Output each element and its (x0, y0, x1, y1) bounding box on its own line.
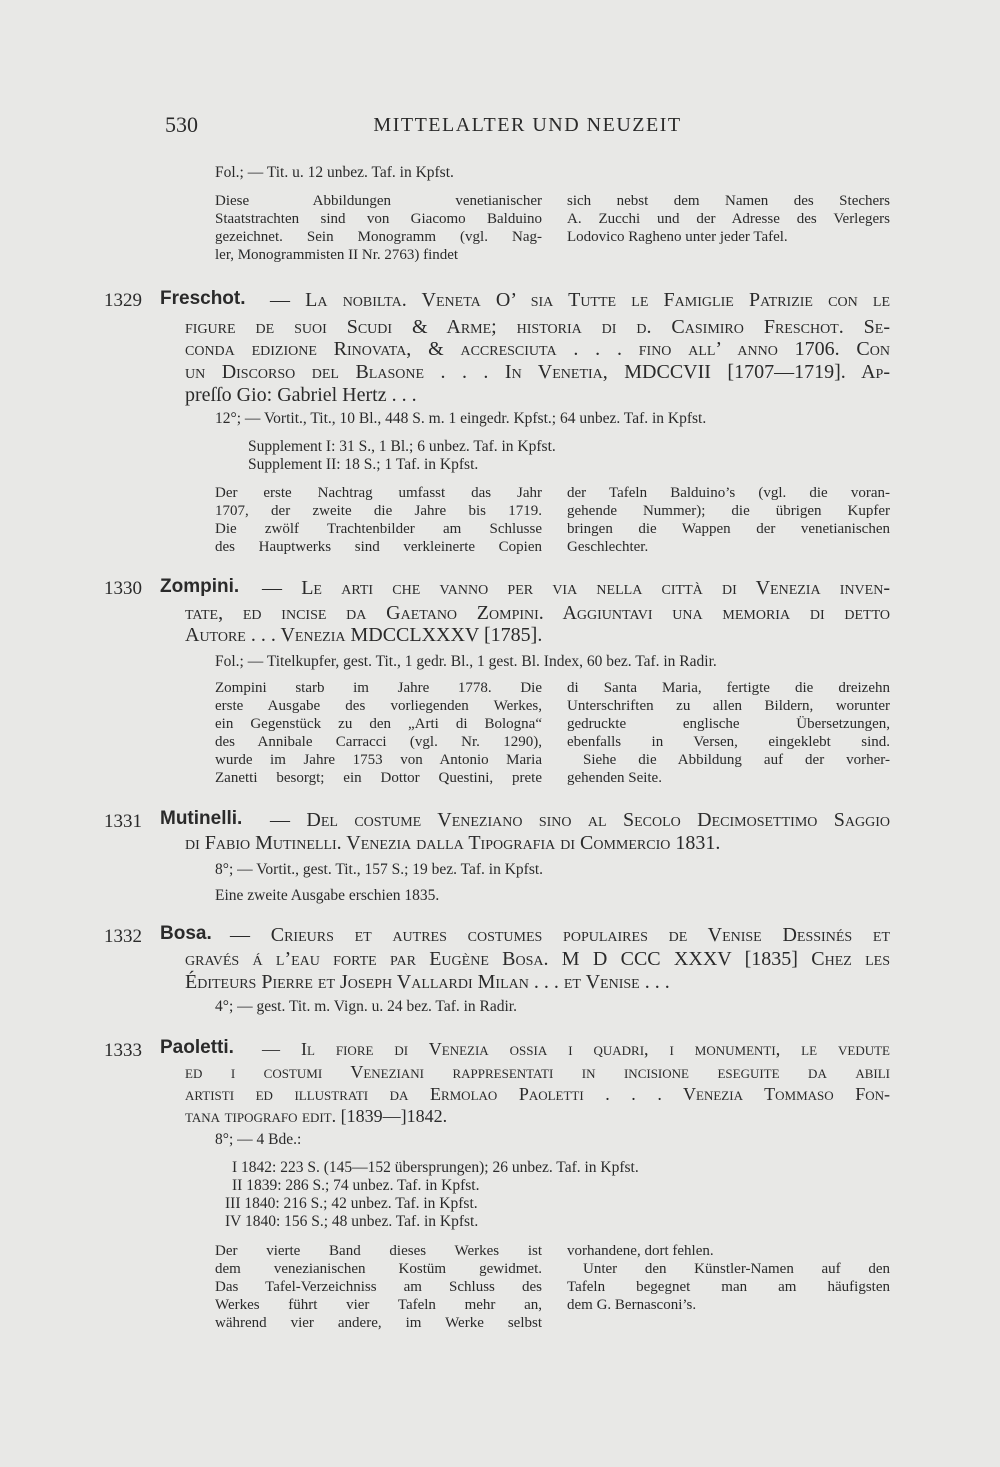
entry-meta-line: Eine zweite Ausgabe erschien 1835. (215, 887, 440, 904)
running-title: MITTELALTER UND NEUZEIT (373, 114, 682, 136)
entry-note-right-line: vorhandene, dort fehlen. (567, 1243, 714, 1259)
entry-meta-line: IV 1840: 156 S.; 48 unbez. Taf. in Kpfst. (225, 1213, 479, 1230)
entry-note-left-line: 1707, der zweite die Jahre bis 1719. (215, 503, 542, 519)
entry-title-line: figure de ſuoi Scudi & Arme; historia di d. Casimiro Freschot. Se- (185, 316, 890, 338)
entry-meta-line: 12°; — Vortit., Tit., 10 Bl., 448 S. m. 1 eingedr. Kpfst.; 64 unbez. Taf. in Kpfst. (215, 410, 707, 427)
entry-note-right-line: Siehe die Abbildung auf der vorher- (583, 752, 890, 768)
entry-note-right-line: Geschlechter. (567, 539, 649, 555)
entry-note-right-line: bringen die Wappen der venetianischen (567, 521, 890, 537)
intro-note-left-line: Diese Abbildungen venetianischer (215, 193, 542, 209)
entry-note-left-line: Das Tafel-Verzeichniss am Schluss des (215, 1279, 542, 1295)
entry-note-left-line: erste Ausgabe des vorliegenden Werkes, (215, 698, 542, 714)
entry-title-line: — La nobilta. Veneta O’ ſia Tutte le Famiglie Patrizie con le (270, 289, 890, 311)
entry-author: Freschot. (160, 288, 246, 309)
entry-title-line: — Del costume Veneziano sino al Secolo Decimoſettimo Saggio (270, 809, 890, 831)
intro-note-left-line: ler, Monogrammisten II Nr. 2763) findet (215, 247, 459, 263)
entry-note-left-line: Der erste Nachtrag umfasst das Jahr (215, 485, 542, 501)
entry-number: 1333 (104, 1040, 142, 1061)
entry-note-left-line: wurde im Jahre 1753 von Antonio Maria (215, 752, 542, 768)
entry-note-right-line: gedruckte englische Übersetzungen, (567, 716, 890, 732)
entry-title-line: — Le arti che vanno per via nella città di Venezia inven- (262, 577, 890, 599)
entry-author: Mutinelli. (160, 808, 243, 829)
entry-note-left-line: Werkes führt vier Tafeln mehr an, (215, 1297, 542, 1313)
intro-note-right-line: A. Zucchi und der Adresse des Verlegers (567, 211, 890, 227)
entry-meta-line: I 1842: 223 S. (145—152 übersprungen); 26 unbez. Taf. in Kpfst. (232, 1159, 639, 1176)
entry-meta-line: Fol.; — Titelkupfer, gest. Tit., 1 gedr. Bl., 1 gest. Bl. Index, 60 bez. Taf. in Radir. (215, 653, 717, 670)
entry-meta-line: 8°; — Vortit., gest. Tit., 157 S.; 19 bez. Taf. in Kpfst. (215, 861, 544, 878)
entry-number: 1330 (104, 578, 142, 599)
page-number: 530 (165, 112, 198, 137)
entry-note-right-line: dem G. Bernasconi’s. (567, 1297, 697, 1313)
intro-note-right-line: sich nebst dem Namen des Stechers (567, 193, 890, 209)
entry-note-left-line: Der vierte Band dieses Werkes ist (215, 1243, 542, 1259)
entry-note-left-line: des Hauptwerks sind verkleinerte Copien (215, 539, 542, 555)
page-header (165, 112, 890, 144)
entry-meta-line: Supplement I: 31 S., 1 Bl.; 6 unbez. Taf. in Kpfst. (248, 438, 556, 455)
entry-title-line: — Il fiore di Venezia ossia i quadri, i monumenti, le vedute (262, 1039, 890, 1059)
entry-title-line: preſſo Gio: Gabriel Hertz . . . (185, 384, 417, 406)
entry-number: 1331 (104, 811, 142, 832)
entry-note-left-line: Die zwölf Trachtenbilder am Schlusse (215, 521, 542, 537)
entry-title-line: Éditeurs Pierre et Joseph Vallardi Milan . . . et Venise . . . (185, 971, 670, 993)
intro-note-left-line: gezeichnet. Sein Monogramm (vgl. Nag- (215, 229, 542, 245)
entry-note-right-line: gehende Nummer); die übrigen Kupfer (567, 503, 890, 519)
entry-note-left-line: des Annibale Carracci (vgl. Nr. 1290), (215, 734, 542, 750)
entry-title-line: gravés á l’eau forte par Eugène Bosa. M D CCC XXXV [1835] Chez les (185, 948, 890, 970)
intro-note-right-line: Lodovico Ragheno unter jeder Tafel. (567, 229, 788, 245)
entry-meta-line: 4°; — gest. Tit. m. Vign. u. 24 bez. Taf. in Radir. (215, 998, 517, 1015)
entry-meta-line: III 1840: 216 S.; 42 unbez. Taf. in Kpfst. (225, 1195, 478, 1212)
entry-title-line: conda edizione Rinovata, & accreſciuta . . . fino all’ anno 1706. Con (185, 338, 890, 360)
entry-title-line: un Diſcorſo del Blaſone . . . In Venetia, MDCCVII [1707—1719]. Ap- (185, 361, 890, 383)
entry-title-line: tana tipografo edit. [1839—]1842. (185, 1106, 448, 1126)
entry-meta-line: Supplement II: 18 S.; 1 Taf. in Kpfst. (248, 456, 479, 473)
intro-meta: Fol.; — Tit. u. 12 unbez. Taf. in Kpfst. (215, 164, 454, 181)
entry-title-line: Autore . . . Venezia MDCCLXXXV [1785]. (185, 624, 543, 646)
entry-title-line: tate, ed incise da Gaetano Zompini. Aggiuntavi una memoria di detto (185, 602, 891, 624)
entry-note-right-line: der Tafeln Balduino’s (vgl. die voran- (567, 485, 890, 501)
entry-number: 1332 (104, 926, 142, 947)
entry-note-left-line: Zanetti besorgt; ein Dottor Questini, prete (215, 770, 542, 786)
entry-title-line: ed i costumi Veneziani rappresentati in incisione eseguite da abili (185, 1062, 890, 1082)
entry-note-right-line: ebenfalls in Versen, eingeklebt sind. (567, 734, 890, 750)
intro-note-left-line: Staatstrachten sind von Giacomo Balduino (215, 211, 542, 227)
entry-title-line: — Crieurs et autres costumes populaires de Venise Deſsinés et (230, 924, 890, 946)
entry-title-line: artisti ed illustrati da Ermolao Paoletti . . . Venezia Tommaso Fon- (185, 1084, 890, 1104)
entry-note-left-line: Zompini starb im Jahre 1778. Die (215, 680, 542, 696)
entry-note-right-line: di Santa Maria, fertigte die dreizehn (567, 680, 890, 696)
entry-note-right-line: gehenden Seite. (567, 770, 662, 786)
entry-number: 1329 (104, 290, 142, 311)
entry-author: Bosa. (160, 923, 212, 944)
entry-title-line: di Fabio Mutinelli. Venezia dalla Tipografia di Commercio 1831. (185, 832, 721, 854)
entry-note-left-line: ein Gegenstück zu den „Arti di Bologna“ (215, 716, 542, 732)
entry-author: Paoletti. (160, 1037, 234, 1058)
entry-meta-line: 8°; — 4 Bde.: (215, 1131, 302, 1148)
entry-note-left-line: dem venezianischen Kostüm gewidmet. (215, 1261, 542, 1277)
entry-note-right-line: Tafeln begegnet man am häufigsten (567, 1279, 890, 1295)
entry-meta-line: II 1839: 286 S.; 74 unbez. Taf. in Kpfst. (232, 1177, 480, 1194)
entry-author: Zompini. (160, 576, 240, 597)
entry-note-left-line: während vier andere, im Werke selbst (215, 1315, 542, 1331)
entry-note-right-line: Unterschriften zu allen Bildern, worunter (567, 698, 890, 714)
entry-note-right-line: Unter den Künstler-Namen auf den (583, 1261, 890, 1277)
